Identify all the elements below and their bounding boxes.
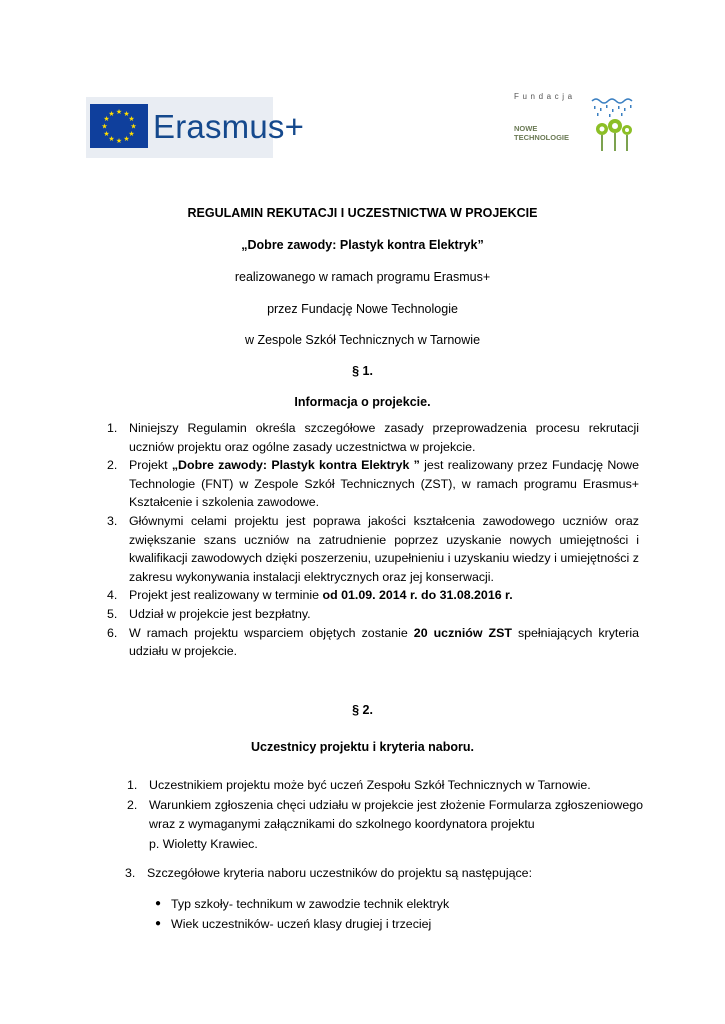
svg-text:★: ★	[128, 115, 135, 123]
svg-text:★: ★	[128, 130, 135, 138]
section-2-title: Uczestnicy projektu i kryteria naboru.	[251, 740, 474, 754]
erasmus-logo	[86, 97, 305, 158]
section-1-title: Informacja o projekcie.	[294, 395, 431, 409]
svg-text:★: ★	[123, 110, 130, 118]
list-item: 2. Projekt „Dobre zawody: Plastyk kontra Elektryk ” jest realizowany przez Fundację Nowe Technologie (FNT) w Zespole Szkół Technicznych (ZST), w ramach programu Erasmus+ Kształcenie i szkolenia zawodowe.	[107, 458, 639, 510]
svg-text:★: ★	[101, 122, 108, 131]
section-2-number: § 2.	[352, 703, 373, 717]
section-2-list	[127, 776, 647, 854]
criteria-bullet-list	[155, 894, 449, 934]
gears-rain-icon	[590, 97, 636, 157]
section-1-list	[107, 419, 639, 661]
list-item: 2. Warunkiem zgłoszenia chęci udziału w projekcie jest złożenie Formularza zgłoszeniowego wraz z wymaganymi załącznikami do szkolnego koordynatora projektu p. Wioletty Krawiec.	[127, 797, 644, 851]
header-line-foundation: przez Fundację Nowe Technologie	[267, 302, 458, 316]
list-item: 6. W ramach projektu wsparciem objętych zostanie 20 uczniów ZST spełniających kryteria udziału w projekcie.	[107, 625, 639, 659]
svg-text:★: ★	[123, 135, 130, 143]
list-item: 1. Niniejszy Regulamin określa szczegółowe zasady przeprowadzenia procesu rekrutacji uczniów projektu oraz ogólne zasady uczestnictwa w projekcie.	[107, 421, 639, 454]
project-name: „Dobre zawody: Plastyk kontra Elektryk”	[241, 238, 484, 252]
svg-text:★: ★	[103, 130, 110, 138]
bullet-icon: ●	[155, 898, 162, 909]
bullet-icon: ●	[155, 918, 162, 929]
svg-text:★: ★	[115, 108, 123, 116]
section-2-list-continued	[125, 864, 645, 884]
list-item: 3. Głównymi celami projektu jest poprawa jakości kształcenia zawodowego uczniów oraz zwiększanie szans uczniów na zatrudnienie poprzez uzyskanie nowych umiejętności i kwalifikacji zawodowych dzięki poszerzeniu, uzupełnieniu i uzyskaniu wiedzy i umiejętności z zakresu wykonywania instalacji elektrycznych oraz jej konserwacji.	[107, 513, 639, 584]
list-item: 4. Projekt jest realizowany w terminie od 01.09. 2014 r. do 31.08.2016 r.	[107, 588, 513, 603]
svg-text:★: ★	[103, 115, 110, 123]
fundacja-label: Fundacja	[514, 92, 576, 101]
list-item: 5. Udział w projekcie jest bezpłatny.	[107, 606, 311, 621]
document-title: REGULAMIN REKUTACJI I UCZESTNICTWA W PROJEKCIE	[187, 206, 538, 220]
list-item: ● Wiek uczestników- uczeń klasy drugiej i trzeciej	[155, 914, 449, 934]
list-item: ● Typ szkoły- technikum w zawodzie technik elektryk	[155, 894, 449, 914]
svg-text:★: ★	[108, 135, 115, 143]
header-line-program: realizowanego w ramach programu Erasmus+	[234, 270, 491, 284]
svg-text:★: ★	[130, 122, 137, 131]
eu-flag-icon	[90, 104, 148, 148]
list-item: 3. Szczegółowe kryteria naboru uczestników do projektu są następujące:	[125, 866, 533, 880]
header-line-school: w Zespole Szkół Technicznych w Tarnowie	[244, 333, 481, 347]
erasmus-wordmark: Erasmus+	[153, 108, 305, 145]
fundacja-name: NOWE TECHNOLOGIE	[514, 124, 570, 142]
fundacja-logo	[512, 92, 637, 152]
svg-text:★: ★	[115, 137, 123, 145]
section-1-number: § 1.	[352, 364, 373, 378]
svg-text:★: ★	[108, 110, 115, 118]
list-item: 1. Uczestnikiem projektu może być uczeń Zespołu Szkół Technicznych w Tarnowie.	[127, 778, 591, 792]
